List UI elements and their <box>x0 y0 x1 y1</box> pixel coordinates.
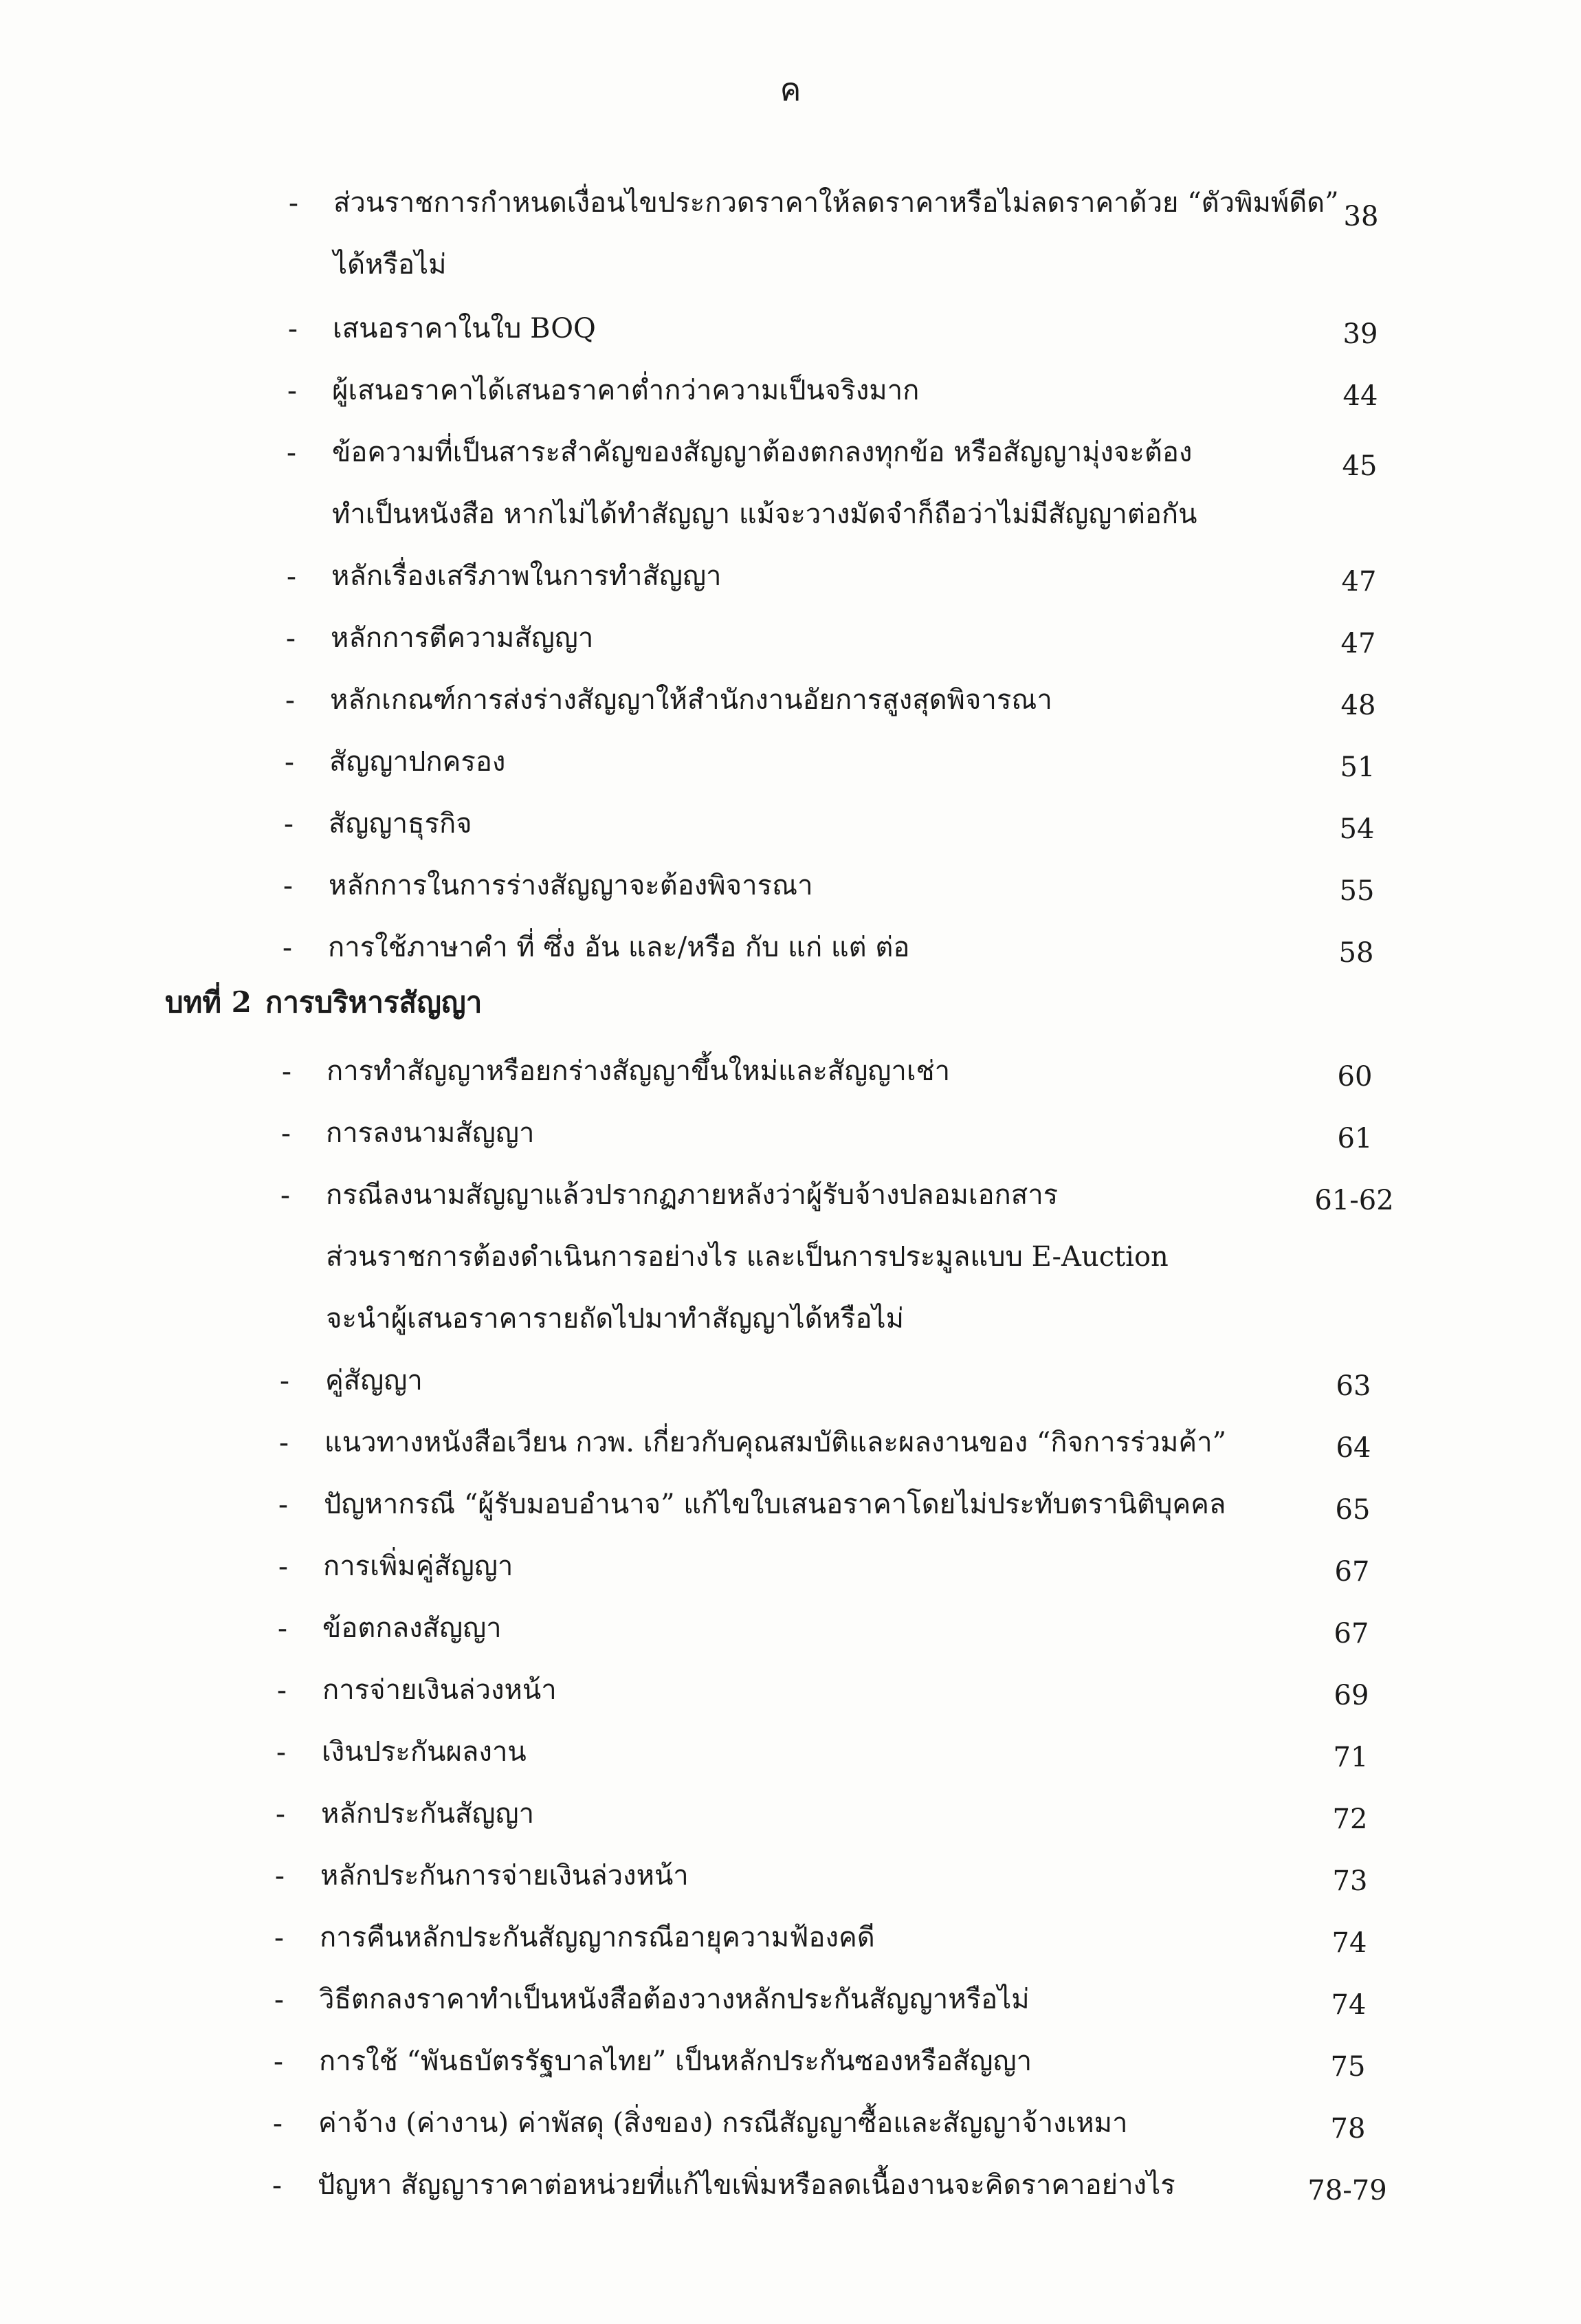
toc-entry-text: การลงนามสัญญา <box>326 1117 535 1149</box>
toc-entry-bullet: - <box>274 1859 285 1892</box>
toc-entry-page-number: 72 <box>1332 1804 1368 1835</box>
toc-entry-text: เสนอราคาในใบ BOQ <box>333 313 596 344</box>
toc-entry-text: ส่วนราชการกำหนดเงื่อนไขประกวดราคาให้ลดราคาหรือไม่ลดราคาด้วย “ตัวพิมพ์ดีด” <box>333 187 1339 219</box>
toc-entry-bullet: - <box>288 186 299 219</box>
toc-entry-page-number: 45 <box>1342 450 1378 482</box>
toc-entry-bullet: - <box>280 1116 291 1150</box>
toc-entry-page-number: 71 <box>1333 1742 1369 1773</box>
toc-entry-page-number: 60 <box>1337 1061 1373 1093</box>
toc-entry-page-number: 65 <box>1335 1494 1371 1526</box>
toc-entry-text: การจ่ายเงินล่วงหน้า <box>322 1674 557 1706</box>
toc-entry-bullet: - <box>273 2044 284 2078</box>
toc-entry-text: กรณีลงนามสัญญาแล้วปรากฏภายหลังว่าผู้รับจ้างปลอมเอกสาร <box>326 1179 1059 1211</box>
toc-entry-bullet: - <box>278 1425 289 1459</box>
toc-entry-page-number: 47 <box>1340 628 1376 659</box>
toc-entry-bullet: - <box>286 435 297 469</box>
toc-entry-bullet: - <box>282 930 293 964</box>
toc-entry-bullet: - <box>277 1611 288 1645</box>
toc-entry-text: การใช้ภาษาคำ ที่ ซึ่ง อัน และ/หรือ กับ แก่ แต่ ต่อ <box>328 932 910 963</box>
toc-entry-page-number: 73 <box>1332 1865 1368 1897</box>
toc-entry-bullet: - <box>276 1735 287 1768</box>
toc-entry-text: การเพิ่มคู่สัญญา <box>323 1550 513 1582</box>
toc-entry-text: หลักประกันสัญญา <box>321 1798 535 1830</box>
toc-entry-text: สัญญาปกครอง <box>329 746 506 778</box>
toc-entry-page-number: 67 <box>1334 1618 1369 1649</box>
toc-entry-text: เงินประกันผลงาน <box>322 1736 527 1768</box>
toc-entry-page-number: 58 <box>1338 937 1374 969</box>
toc-entry-page-number: 61-62 <box>1314 1185 1394 1216</box>
toc-entry-continuation: ส่วนราชการต้องดำเนินการอย่างไร และเป็นการประมูลแบบ E-Auction <box>326 1241 1169 1273</box>
toc-entry-bullet: - <box>275 1797 286 1830</box>
toc-entry-continuation: จะนำผู้เสนอราคารายถัดไปมาทำสัญญาได้หรือไม่ <box>326 1303 905 1335</box>
toc-entry-bullet: - <box>284 745 295 778</box>
toc-entry-text: การใช้ “พันธบัตรรัฐบาลไทย” เป็นหลักประกันซองหรือสัญญา <box>319 2046 1032 2077</box>
toc-entry-bullet: - <box>287 373 298 407</box>
toc-entry-page-number: 74 <box>1331 1989 1367 2021</box>
toc-entry-bullet: - <box>274 1982 285 2016</box>
toc-entry-text: ปัญหา สัญญาราคาต่อหน่วยที่แก้ไขเพิ่มหรือลดเนื้องานจะคิดราคาอย่างไร <box>318 2169 1175 2201</box>
page-number-letter: ค <box>780 71 801 108</box>
toc-entry-bullet: - <box>283 807 294 840</box>
toc-entry-text: สัญญาธุรกิจ <box>329 808 472 840</box>
toc-entry-page-number: 64 <box>1336 1432 1371 1464</box>
toc-entry-text: คู่สัญญา <box>325 1365 423 1396</box>
toc-entry-text: หลักการตีความสัญญา <box>331 622 594 654</box>
toc-entry-bullet: - <box>285 621 296 655</box>
toc-entry-bullet: - <box>283 868 294 902</box>
toc-entry-page-number: 48 <box>1340 690 1376 721</box>
chapter-label: บทที่ 2 <box>165 985 252 1019</box>
toc-entry-text: ผู้เสนอราคาได้เสนอราคาต่ำกว่าความเป็นจริงมาก <box>332 375 920 406</box>
toc-entry-page-number: 47 <box>1341 566 1377 598</box>
toc-entry-text: ปัญหากรณี “ผู้รับมอบอำนาจ” แก้ไขใบเสนอราคาโดยไม่ประทับตรานิติบุคคล <box>324 1489 1226 1520</box>
toc-entry-text: หลักเกณฑ์การส่งร่างสัญญาให้สำนักงานอัยการสูงสุดพิจารณา <box>330 684 1052 716</box>
toc-entry-continuation: ได้หรือไม่ <box>333 249 447 281</box>
toc-entry-bullet: - <box>274 1920 285 1954</box>
toc-entry-text: หลักการในการร่างสัญญาจะต้องพิจารณา <box>329 870 813 901</box>
toc-entry-text: หลักเรื่องเสรีภาพในการทำสัญญา <box>331 560 722 592</box>
toc-entry-page-number: 78 <box>1330 2113 1366 2145</box>
toc-entry-page-number: 69 <box>1334 1680 1369 1711</box>
toc-entry-text: หลักประกันการจ่ายเงินล่วงหน้า <box>320 1860 689 1892</box>
toc-entry-text: ค่าจ้าง (ค่างาน) ค่าพัสดุ (สิ่งของ) กรณีสัญญาซื้อและสัญญาจ้างเหมา <box>318 2107 1128 2139</box>
toc-entry-text: การคืนหลักประกันสัญญากรณีอายุความฟ้องคดี <box>320 1922 875 1953</box>
toc-entry-bullet: - <box>279 1363 290 1397</box>
toc-entry-page-number: 55 <box>1339 875 1375 907</box>
toc-entry-bullet: - <box>286 559 297 593</box>
toc-entry-page-number: 67 <box>1334 1556 1370 1588</box>
toc-entry-page-number: 78-79 <box>1307 2175 1387 2206</box>
toc-entry-text: ข้อตกลงสัญญา <box>322 1612 502 1644</box>
toc-entry-bullet: - <box>278 1549 289 1583</box>
toc-entry-text: วิธีตกลงราคาทำเป็นหนังสือต้องวางหลักประกันสัญญาหรือไม่ <box>319 1984 1030 2015</box>
toc-entry-text: การทำสัญญาหรือยกร่างสัญญาขึ้นใหม่และสัญญาเช่า <box>327 1055 951 1087</box>
toc-entry-bullet: - <box>272 2168 283 2202</box>
chapter-heading <box>165 982 482 1023</box>
toc-entry-page-number: 63 <box>1336 1370 1371 1402</box>
toc-entry-bullet: - <box>272 2106 283 2140</box>
chapter-title: การบริหารสัญญา <box>265 985 483 1019</box>
toc-entry-bullet: - <box>280 1178 291 1212</box>
toc-entry-page-number: 54 <box>1339 813 1375 845</box>
toc-entry-page-number: 75 <box>1330 2051 1366 2083</box>
toc-entry-page-number: 61 <box>1337 1123 1373 1154</box>
toc-entry-bullet: - <box>285 683 296 716</box>
toc-entry-text: ข้อความที่เป็นสาระสำคัญของสัญญาต้องตกลงทุกข้อ หรือสัญญามุ่งจะต้อง <box>332 437 1193 468</box>
toc-entry-continuation: ทำเป็นหนังสือ หากไม่ได้ทำสัญญา แม้จะวางมัดจำก็ถือว่าไม่มีสัญญาต่อกัน <box>332 498 1197 530</box>
toc-entry-page-number: 38 <box>1343 201 1379 232</box>
toc-entry-bullet: - <box>278 1487 289 1521</box>
toc-entry-bullet: - <box>287 311 298 345</box>
toc-entry-page-number: 51 <box>1340 752 1375 783</box>
toc-entry-bullet: - <box>281 1054 292 1088</box>
toc-entry-page-number: 74 <box>1331 1927 1367 1959</box>
toc-entry-page-number: 39 <box>1342 318 1378 350</box>
toc-entry-page-number: 44 <box>1342 380 1378 412</box>
toc-entry-bullet: - <box>276 1673 287 1707</box>
toc-entry-text: แนวทางหนังสือเวียน กวพ. เกี่ยวกับคุณสมบัติและผลงานของ “กิจการร่วมค้า” <box>324 1427 1227 1458</box>
